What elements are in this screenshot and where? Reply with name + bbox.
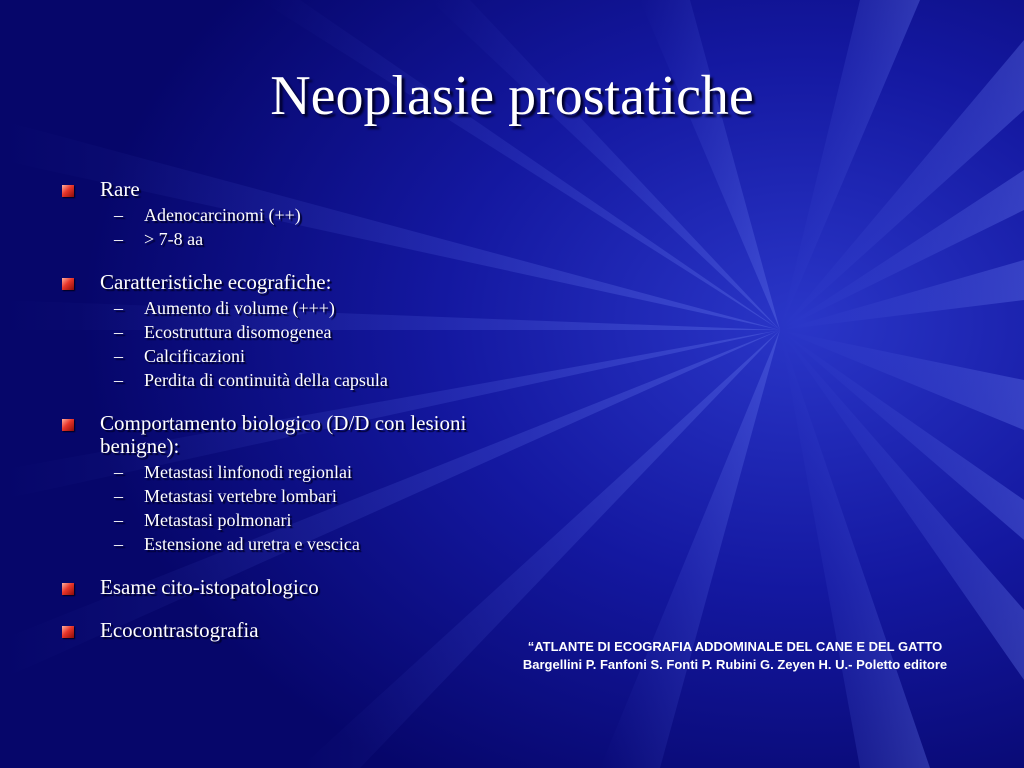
sub-item-label: Calcificazioni — [144, 346, 245, 366]
sub-list — [100, 460, 492, 556]
sub-item — [100, 203, 492, 227]
sub-item-label: Aumento di volume (+++) — [144, 298, 335, 318]
dash-marker: – — [114, 486, 123, 506]
sub-item — [100, 296, 492, 320]
sub-item-label: Metastasi linfonodi regionlai — [144, 462, 352, 482]
square-bullet-icon — [62, 419, 74, 431]
bullet-label: Ecocontrastografia — [100, 618, 259, 642]
sub-item — [100, 344, 492, 368]
square-bullet-icon — [62, 278, 74, 290]
bullet-label: Esame cito-istopatologico — [100, 575, 319, 599]
sub-item — [100, 532, 492, 556]
bullet-label: Comportamento biologico (D/D con lesioni benigne): — [100, 411, 467, 458]
sub-item — [100, 227, 492, 251]
bullet-list — [62, 178, 492, 642]
sub-item — [100, 460, 492, 484]
dash-marker: – — [114, 346, 123, 366]
slide-title: Neoplasie prostatiche — [270, 65, 754, 127]
dash-marker: – — [114, 370, 123, 390]
credit-book-title: “ATLANTE DI ECOGRAFIA ADDOMINALE DEL CANE E DEL GATTO — [527, 639, 943, 654]
sub-item — [100, 508, 492, 532]
credit-authors: Bargellini P. Fanfoni S. Fonti P. Rubini G. Zeyen H. U.- Poletto editore — [522, 657, 948, 672]
dash-marker: – — [114, 462, 123, 482]
dash-marker: – — [114, 322, 123, 342]
sub-item-label: > 7-8 aa — [144, 229, 204, 249]
square-bullet-icon — [62, 626, 74, 638]
square-bullet-icon — [62, 583, 74, 595]
sub-item-label: Metastasi vertebre lombari — [144, 486, 337, 506]
bullet-item — [62, 619, 492, 642]
sub-item — [100, 368, 492, 392]
sub-list — [100, 203, 492, 251]
sub-item — [100, 320, 492, 344]
bullet-item — [62, 576, 492, 599]
dash-marker: – — [114, 205, 123, 225]
dash-marker: – — [114, 534, 123, 554]
bullet-label: Rare — [100, 177, 140, 201]
sub-item-label: Metastasi polmonari — [144, 510, 292, 530]
bullet-label: Caratteristiche ecografiche: — [100, 270, 332, 294]
bullet-item — [62, 178, 492, 251]
sub-item — [100, 484, 492, 508]
dash-marker: – — [114, 229, 123, 249]
sub-item-label: Ecostruttura disomogenea — [144, 322, 332, 342]
dash-marker: – — [114, 298, 123, 318]
square-bullet-icon — [62, 185, 74, 197]
bullet-item — [62, 412, 492, 556]
sub-item-label: Estensione ad uretra e vescica — [144, 534, 360, 554]
dash-marker: – — [114, 510, 123, 530]
sub-item-label: Adenocarcinomi (++) — [144, 205, 301, 225]
sub-list — [100, 296, 492, 392]
sub-item-label: Perdita di continuità della capsula — [144, 370, 388, 390]
source-credit — [470, 638, 1000, 674]
bullet-item — [62, 271, 492, 392]
